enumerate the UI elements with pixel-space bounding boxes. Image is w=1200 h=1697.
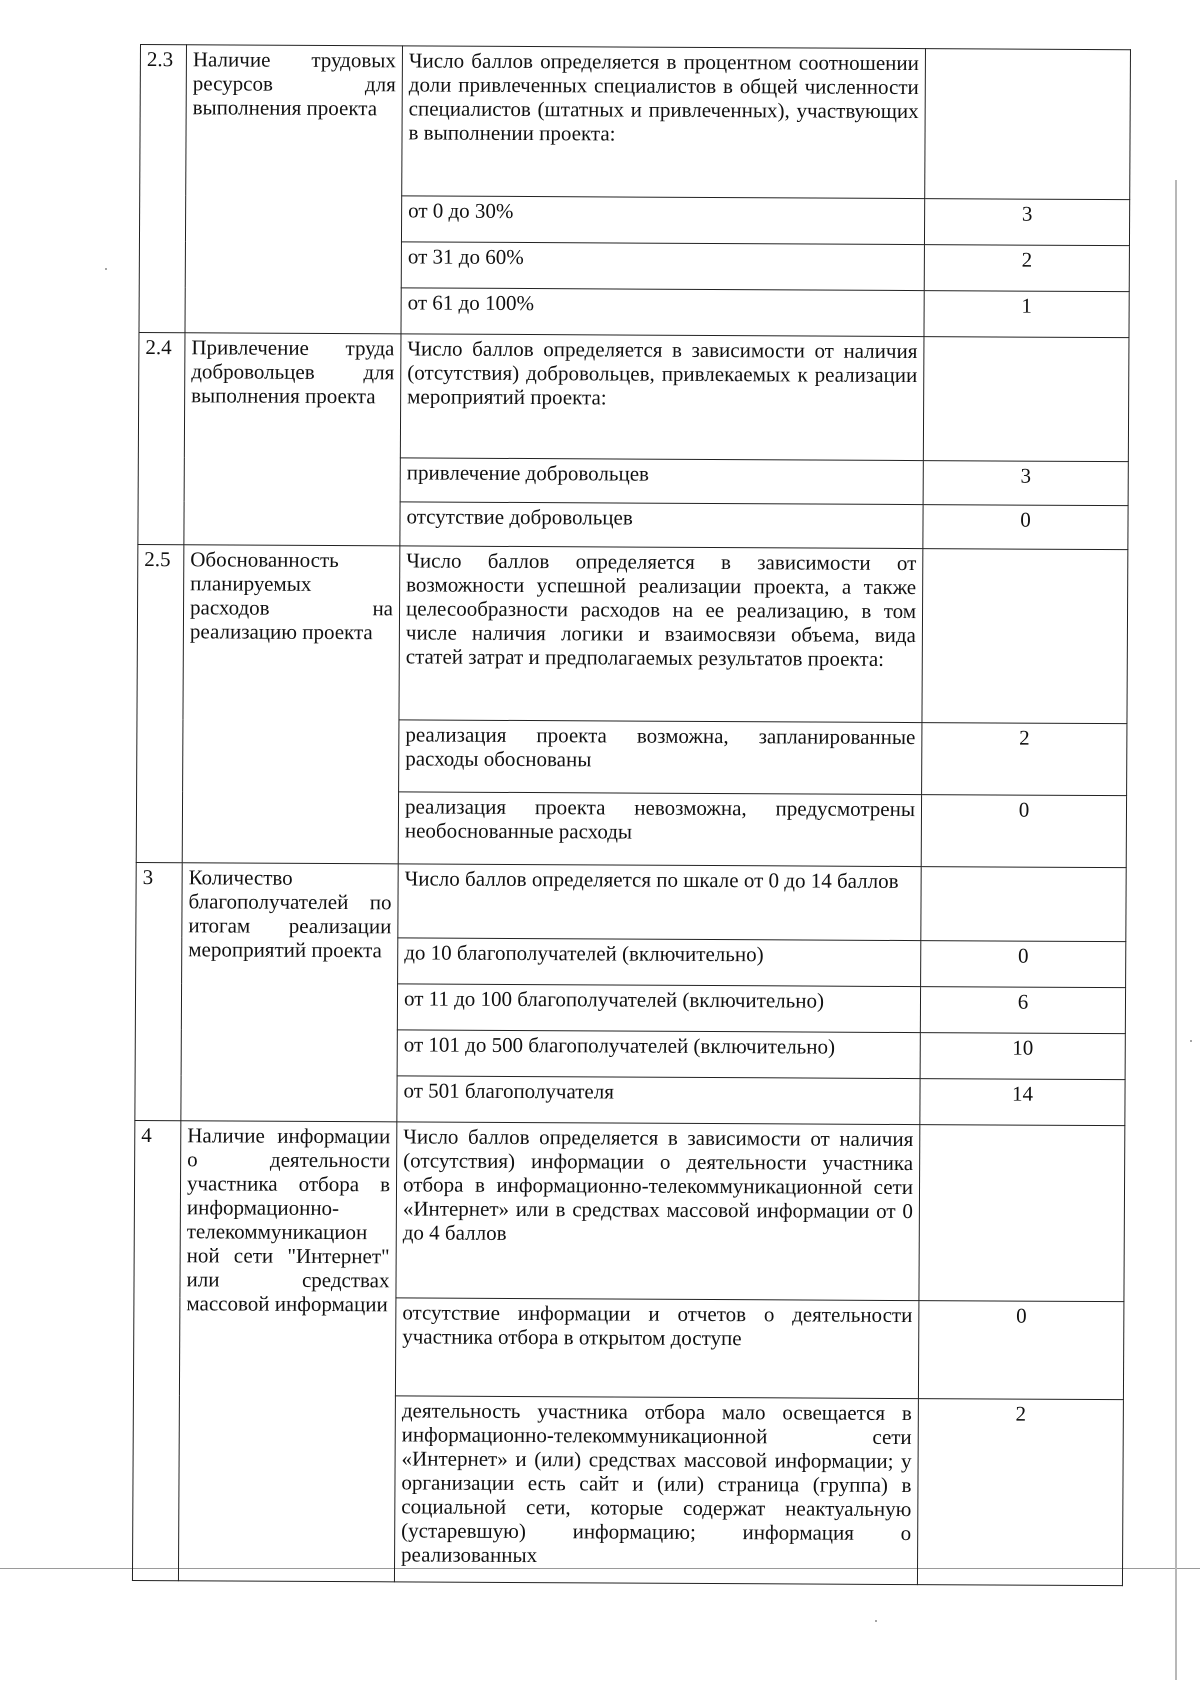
criterion-number: 3: [135, 862, 182, 1120]
score-cell-empty: [919, 1125, 1125, 1302]
criterion-description: Число баллов определяется в зависимости от возможности успешной реализации проекта, а также целесообразности расходов на ее реализацию, в том числе наличия логики и взаимосвязи объема, вида статей затрат и предполагаемых результатов проекта:: [399, 546, 923, 723]
option-score: 3: [923, 461, 1128, 506]
criterion-row: [136, 862, 1126, 941]
scan-speck: [1190, 1040, 1192, 1042]
score-cell-empty: [921, 867, 1126, 942]
criterion-number: 2.3: [139, 45, 187, 333]
option-score: 0: [921, 941, 1126, 988]
option-text: деятельность участника отбора мало освещается в информационно-телекоммуникационной сети «Интернет» и (или) средствах массовой информации; у организации есть сайт и (или) страница (группа) в социальной сети, которые содержат неактуальную (устаревшую) информацию; информация о реализованных: [394, 1396, 918, 1585]
option-score: 14: [920, 1079, 1125, 1126]
option-text: от 11 до 100 благополучателей (включительно): [397, 984, 920, 1033]
scan-speck: [105, 268, 107, 270]
score-cell-empty: [922, 549, 1128, 724]
option-text: отсутствие добровольцев: [400, 502, 923, 549]
option-score: 0: [918, 1301, 1124, 1400]
option-text: привлечение добровольцев: [400, 458, 923, 505]
option-score: 2: [917, 1399, 1123, 1586]
option-score: 2: [924, 245, 1129, 292]
score-cell-empty: [923, 337, 1129, 462]
option-text: от 101 до 500 благополучателей (включительно): [397, 1030, 920, 1079]
option-score: 0: [923, 505, 1128, 550]
option-text: от 501 благополучателя: [397, 1076, 920, 1125]
option-text: от 0 до 30%: [401, 196, 924, 245]
option-text: реализация проекта возможна, запланированные расходы обоснованы: [399, 720, 922, 795]
option-score: 2: [922, 723, 1127, 796]
option-score: 6: [920, 987, 1125, 1034]
option-score: 1: [924, 291, 1129, 338]
option-text: отсутствие информации и отчетов о деятельности участника отбора в открытом доступе: [395, 1298, 919, 1399]
score-cell-empty: [925, 49, 1131, 200]
criterion-name: Обоснованность планируемых расходов на реализацию проекта: [182, 545, 400, 864]
criterion-description: Число баллов определяется в зависимости от наличия (отсутствия) информации о деятельности участника отбора в информационно-телекоммуникационной сети «Интернет» или в средствах массовой информации от 0 до 4 баллов: [396, 1122, 920, 1301]
criterion-name: Наличие информации о деятельности участника отбора в информационно-телекоммуникацион ной сети "Интернет" или средствах массовой информации: [178, 1121, 396, 1582]
criteria-table: [132, 44, 1131, 1586]
criterion-description: Число баллов определяется в процентном соотношении доли привлеченных специалистов в общей численности специалистов (штатных и привлеченных), участвующих в выполнении проекта:: [402, 46, 926, 199]
criterion-row: [140, 45, 1131, 200]
scan-speck: [875, 1620, 877, 1622]
option-score: 3: [924, 199, 1129, 246]
criterion-number: 2.5: [136, 544, 184, 862]
option-text: до 10 благополучателей (включительно): [398, 938, 921, 987]
option-text: реализация проекта невозможна, предусмотрены необоснованные расходы: [398, 792, 921, 867]
scan-artifact-edge: [1175, 180, 1177, 1680]
criterion-row: [137, 544, 1128, 723]
criterion-description: Число баллов определяется по шкале от 0 до 14 баллов: [398, 864, 921, 941]
criterion-description: Число баллов определяется в зависимости от наличия (отсутствия) добровольцев, привлекаемых к реализации мероприятий проекта:: [400, 334, 924, 461]
option-score: 0: [921, 795, 1126, 868]
criterion-row: [138, 332, 1129, 461]
option-score: 10: [920, 1033, 1125, 1080]
criterion-name: Количество благополучателей по итогам реализации мероприятий проекта: [181, 863, 398, 1122]
criterion-number: 4: [132, 1120, 180, 1580]
option-text: от 61 до 100%: [401, 288, 924, 337]
criterion-name: Привлечение труда добровольцев для выполнения проекта: [184, 333, 401, 546]
criterion-row: [134, 1120, 1125, 1301]
criterion-number: 2.4: [138, 332, 185, 544]
option-text: от 31 до 60%: [401, 242, 924, 291]
criterion-name: Наличие трудовых ресурсов для выполнения проекта: [185, 45, 403, 334]
